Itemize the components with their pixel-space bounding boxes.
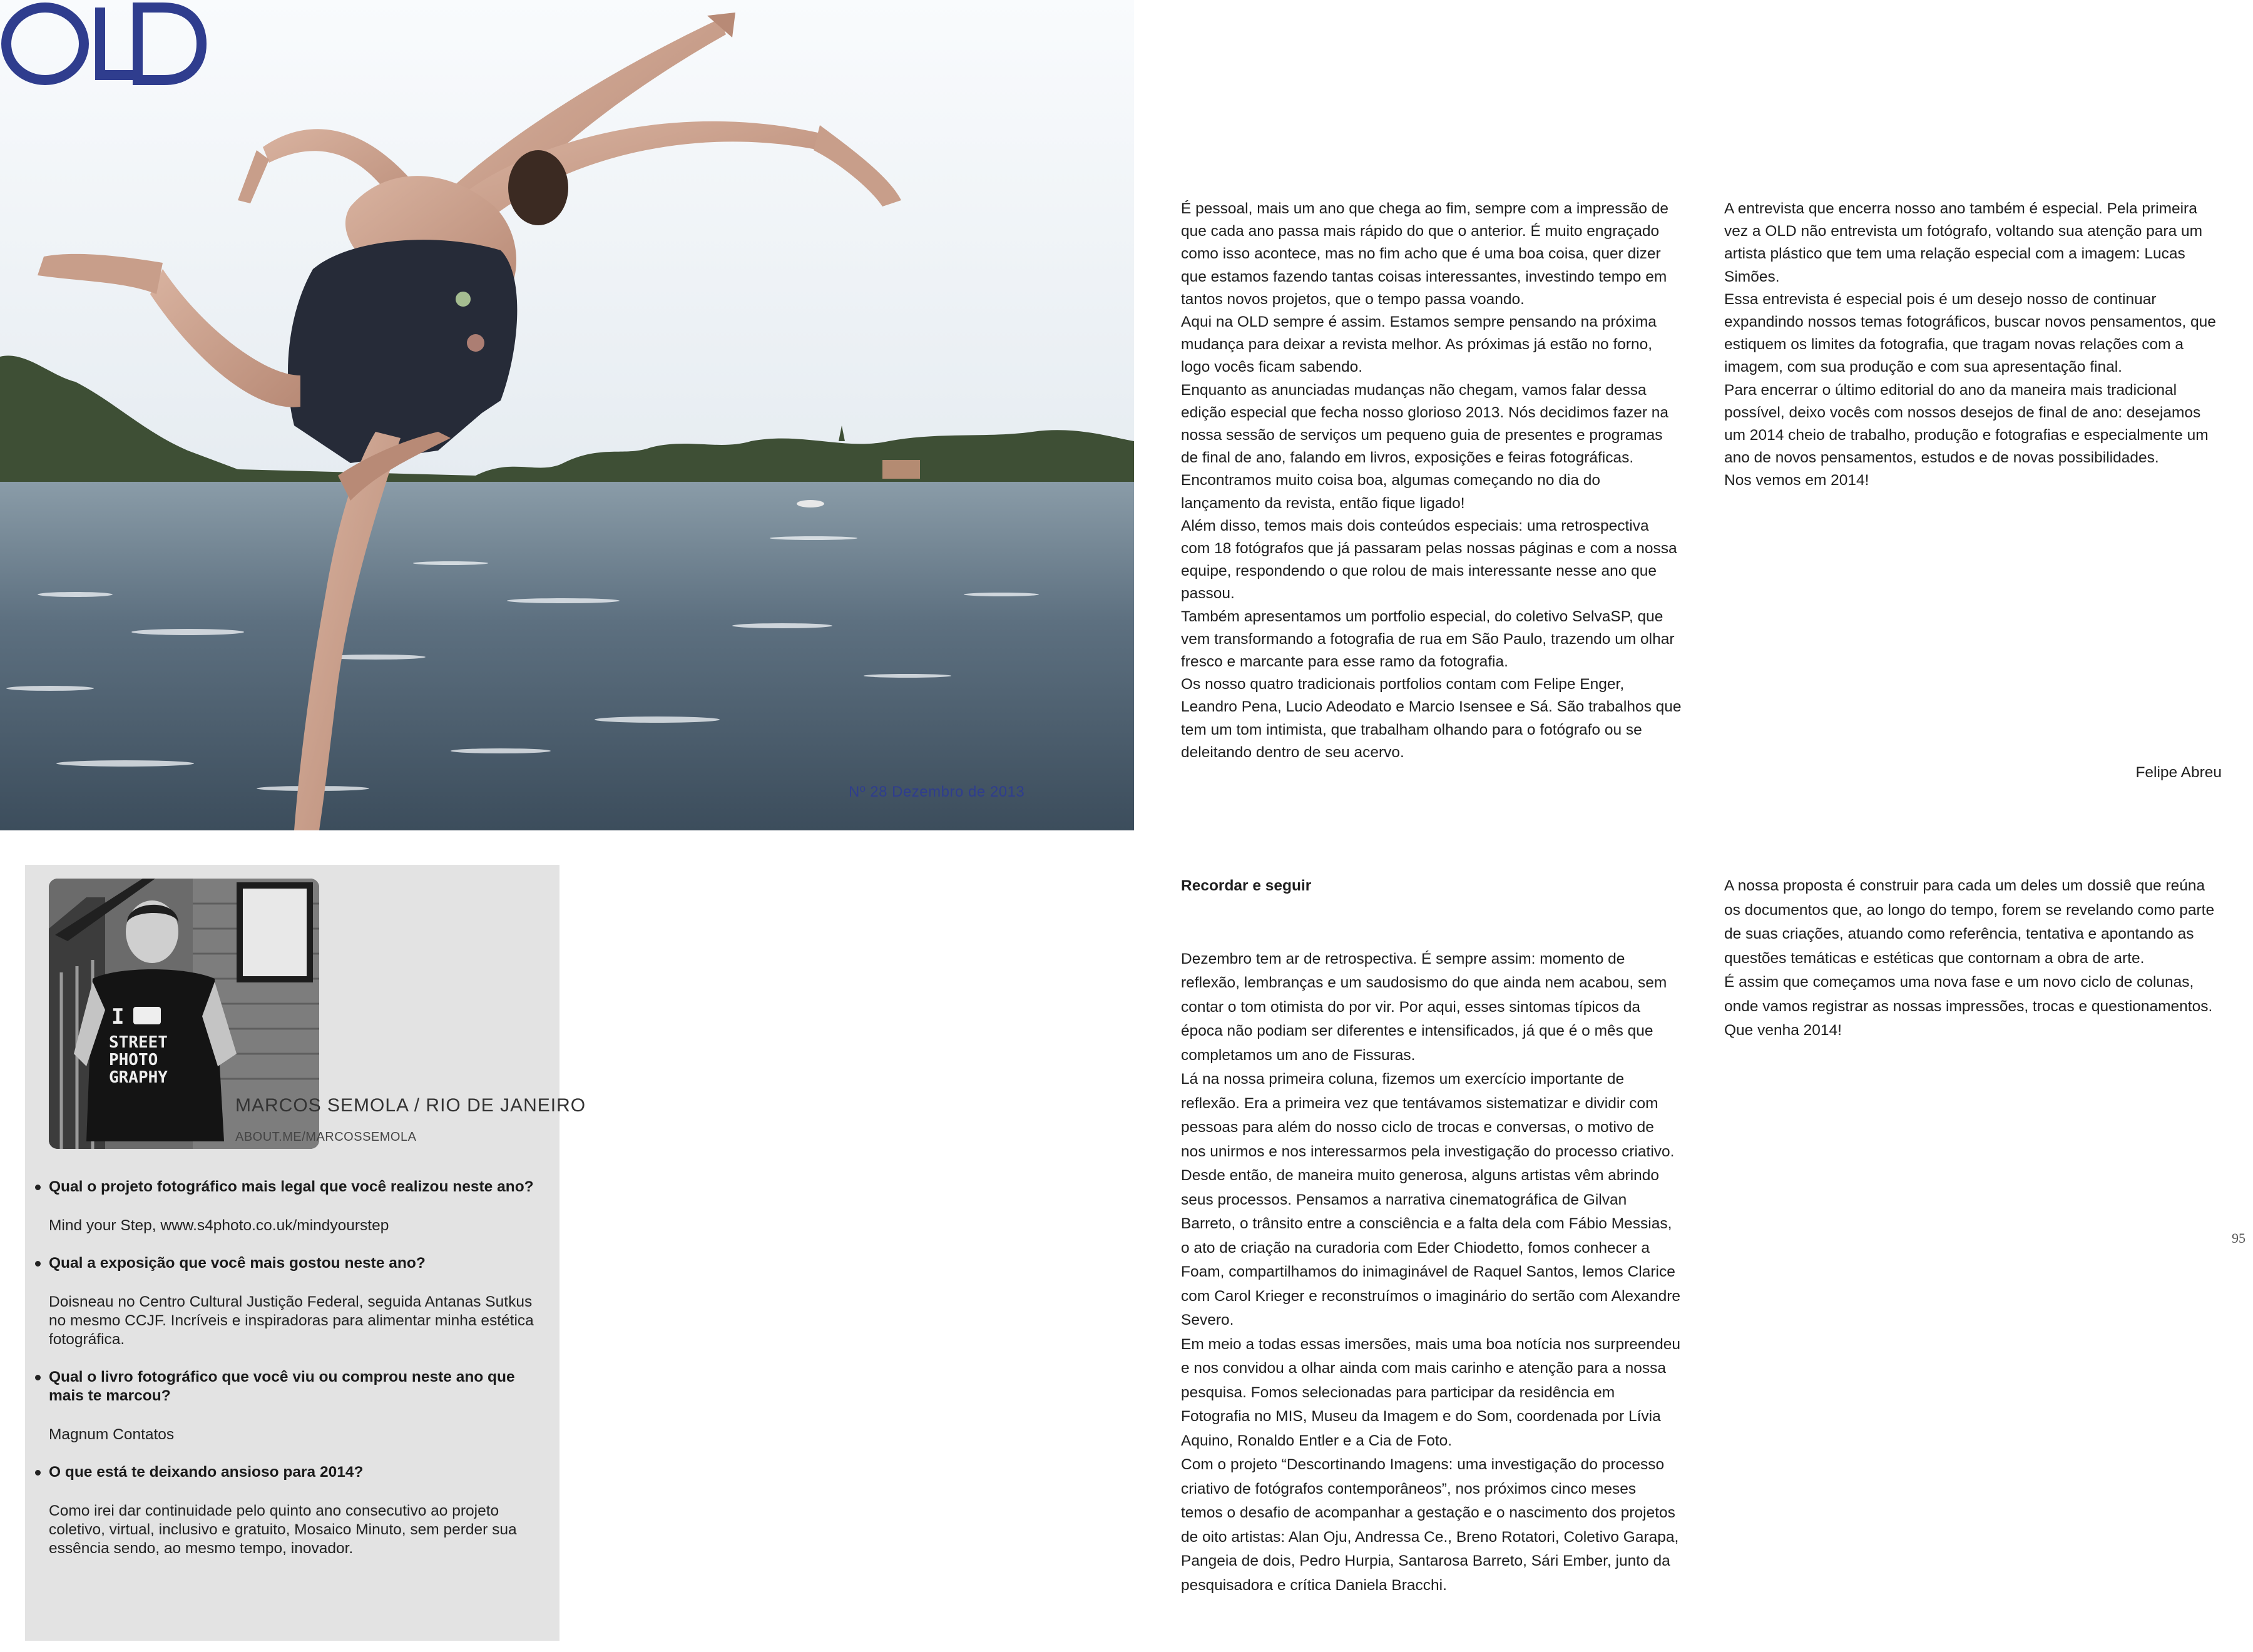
paragraph: É pessoal, mais um ano que chega ao fim, sempre com a impressão de que cada ano passa mais rápido do que o anterior. É muito engraçado como isso acontece, mas no fim acho que é uma boa coisa, quer dizer que estamos fazendo tantas coisas interessantes, investindo tempo em tantos novos projetos, que o tempo passa voando. xyxy=(1181,200,1668,308)
page-number: 95 xyxy=(2232,1230,2245,1246)
paragraph: Nos vemos em 2014! xyxy=(1724,472,1869,489)
answer: Magnum Contatos xyxy=(49,1426,175,1443)
answer: Doisneau no Centro Cultural Justição Federal, seguida Antanas Sutkus no mesmo CCJF. Incríveis e inspiradoras para alimentar minha estética fotográfica. xyxy=(49,1293,534,1348)
shirt-text: PHOTO xyxy=(109,1051,158,1069)
paragraph: É assim que começamos uma nova fase e um novo ciclo de colunas, onde vamos registrar as nossas impressões, trocas e questionamentos. Que venha 2014! xyxy=(1724,974,2213,1039)
hero-photo xyxy=(0,0,1134,830)
old-logo xyxy=(0,0,207,88)
hero-illustration xyxy=(0,0,1134,830)
question: Qual o livro fotográfico que você viu ou comprou neste ano que mais te marcou? xyxy=(49,1368,543,1405)
paragraph: A entrevista que encerra nosso ano também é especial. Pela primeira vez a OLD não entrevista um fotógrafo, voltando sua atenção para um artista plástico que tem uma relação especial com a imagem: Lucas Simões. xyxy=(1724,200,2203,285)
paragraph: Enquanto as anunciadas mudanças não chegam, vamos falar dessa edição especial que fecha nosso glorioso 2013. Nós decidimos fazer na nossa sessão de serviços um pequeno guia de presentes e programas de final de ano, falando em livros, exposições e feiras fotográficas. Encontramos muito coisa boa, algumas começando no dia do lançamento da revista, então fique ligado! xyxy=(1181,381,1669,512)
paragraph: Lá na nossa primeira coluna, fizemos um exercício importante de reflexão. Era a primeira vez que tentávamos sistematizar e dividir com pessoas para além do nosso ciclo de trocas e conversas, o motivo de nos unirmos e nos interessarmos pela investigação do processo criativo. xyxy=(1181,1071,1675,1160)
paragraph: Essa entrevista é especial pois é um desejo nosso de continuar expandindo nossos temas fotográficos, buscar novos pensamentos, que estiquem os limites da fotografia, que tragam novas relações com a imagem, com sua produção e com sua apresentação final. xyxy=(1724,290,2216,376)
paragraph: Com o projeto “Descortinando Imagens: uma investigação do processo criativo de fotógrafos contemporâneos”, nos próximos cinco meses temos o desafio de acompanhar a gestação e o nascimento dos projetos de oito artistas: Alan Oju, Andressa Ce., Breno Rotatori, Coletivo Garapa, Pangeia de dois, Pedro Hurpia, Santarosa Barreto, Sári Ember, junto da pesquisadora e crítica Daniela Bracchi. xyxy=(1181,1456,1679,1594)
editorial-column-1 xyxy=(1181,198,1682,764)
interview-box xyxy=(25,865,586,1641)
paragraph: Em meio a todas essas imersões, mais uma boa notícia nos surpreendeu e nos convidou a olhar ainda com mais carinho e atenção para a nossa pesquisa. Fomos selecionadas para participar da residência em Fotografia no MIS, Museu da Imagem e do Som, coordenada por Lívia Aquino, Ronaldo Entler e a Cia de Foto. xyxy=(1181,1335,1681,1449)
shirt-text: STREET xyxy=(109,1033,168,1052)
interviewee-name: MARCOS SEMOLA / RIO DE JANEIRO xyxy=(235,1095,586,1116)
editorial-signature: Felipe Abreu xyxy=(2135,764,2222,781)
paragraph: Desde então, de maneira muito generosa, alguns artistas vêm abrindo seus processos. Pensamos a narrativa cinematográfica de Gilvan Barreto, o trânsito entre a consciência e a falta dela com Fábio Messias, o ato de criação na curadoria com Eder Chiodetto, fomos conhecer a Foam, compartilhamos do inimaginável de Raquel Santos, lemos Clarice com Carol Krieger e reconstruímos o imaginário do sertão com Alexandre Severo. xyxy=(1181,1167,1680,1328)
water xyxy=(0,482,1134,830)
paragraph: Além disso, temos mais dois conteúdos especiais: uma retrospectiva com 18 fotógrafos que já passaram pelas nossas páginas e com a nossa equipe, respondendo o que rolou de mais interessante nesse ano que passou. xyxy=(1181,517,1677,603)
interviewee-link: ABOUT.ME/MARCOSSEMOLA xyxy=(235,1130,417,1144)
paragraph: Aqui na OLD sempre é assim. Estamos sempre pensando na próxima mudança para deixar a revista melhor. As próximas já estão no forno, logo vocês ficam sabendo. xyxy=(1181,314,1657,376)
boat xyxy=(797,500,824,507)
paragraph: A nossa proposta é construir para cada um deles um dossiê que reúna os documentos que, ao longo do tempo, forem se revelando como parte de suas criações, atuando como referência, tentativa e apontando as questões temáticas e estéticas que contornam a obra de arte. xyxy=(1724,877,2215,967)
paragraph: Os nosso quatro tradicionais portfolios contam com Felipe Enger, Leandro Pena, Lucio Adeodato e Marcio Isensee e Sá. São trabalhos que tem um tom intimista, que trabalham olhando para o fotógrafo ou se deleitando dentro de seu acervo. xyxy=(1181,676,1682,761)
question: Qual o projeto fotográfico mais legal que você realizou neste ano? xyxy=(49,1178,543,1196)
qa-list xyxy=(49,1178,543,1577)
shirt-text: GRAPHY xyxy=(109,1068,168,1087)
answer: Como irei dar continuidade pelo quinto ano consecutivo ao projeto coletivo, virtual, inclusivo e gratuito, Mosaico Minuto, sem perder sua essência sendo, ao mesmo tempo, inovador. xyxy=(49,1502,517,1557)
editorial-column-2 xyxy=(1724,198,2225,492)
shirt-text: I xyxy=(111,1004,125,1029)
column-heading: Recordar e seguir xyxy=(1181,877,1312,894)
answer: Mind your Step, www.s4photo.co.uk/mindyourstep xyxy=(49,1217,389,1234)
issue-line: Nº 28 Dezembro de 2013 xyxy=(849,783,1025,800)
paragraph: Para encerrar o último editorial do ano da maneira mais tradicional possível, deixo vocês com nossos desejos de final de ano: desejamos um 2014 cheio de trabalho, produção e fotografias e especialmente um ano de novos pensamentos, estudos e de novas possibilidades. xyxy=(1724,381,2209,467)
paragraph: Também apresentamos um portfolio especial, do coletivo SelvaSP, que vem transformando a fotografia de rua em São Paulo, trazendo um olhar fresco e marcante para esse ramo da fotografia. xyxy=(1181,608,1675,671)
paragraph: Dezembro tem ar de retrospectiva. É sempre assim: momento de reflexão, lembranças e um saudosismo do que ainda nem acabou, sem contar o tom otimista do por vir. Por aqui, esses sintomas típicos da época não podiam ser diferentes e intensificados, já que é o mês que completamos um ano de Fissuras. xyxy=(1181,950,1667,1064)
question: O que está te deixando ansioso para 2014? xyxy=(49,1463,543,1482)
question: Qual a exposição que você mais gostou neste ano? xyxy=(49,1254,543,1273)
column-section-2 xyxy=(1724,874,2225,1043)
column-section-1 xyxy=(1181,874,1682,1598)
